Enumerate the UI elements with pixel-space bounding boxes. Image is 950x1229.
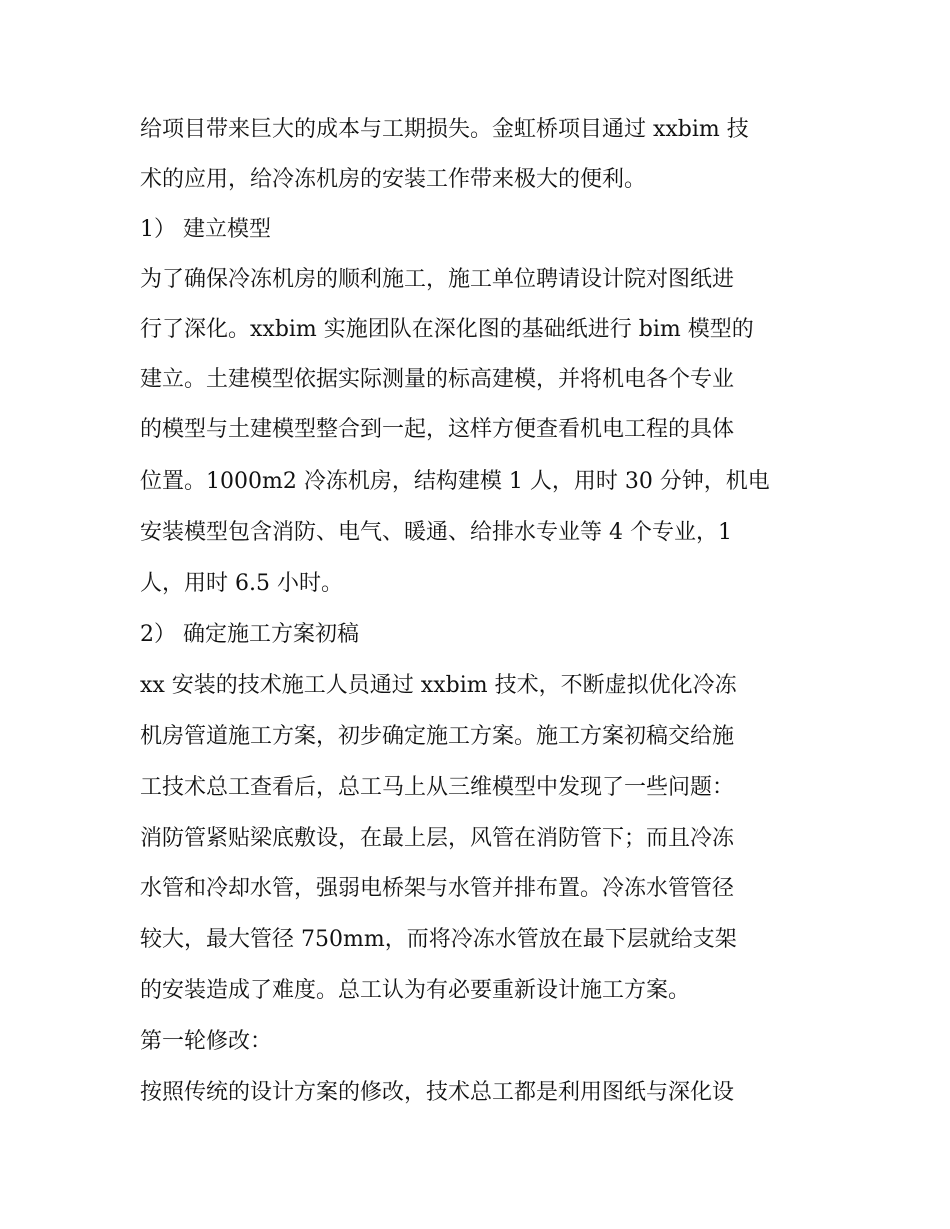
paragraph-line: 安装模型包含消防、电气、暖通、给排水专业等 4 个专业，1	[140, 520, 732, 545]
paragraph-line: 的模型与土建模型整合到一起，这样方便查看机电工程的具体	[140, 417, 735, 442]
paragraph-line: 机房管道施工方案，初步确定施工方案。施工方案初稿交给施	[140, 724, 735, 749]
section-heading-2: 2） 确定施工方案初稿	[140, 622, 359, 647]
paragraph-line: 消防管紧贴梁底敷设，在最上层，风管在消防管下；而且冷冻	[140, 826, 735, 851]
paragraph-line: 术的应用，给冷冻机房的安装工作带来极大的便利。	[140, 167, 647, 192]
paragraph-line: 工技术总工查看后，总工马上从三维模型中发现了一些问题：	[140, 775, 735, 800]
paragraph-line: 人，用时 6.5 小时。	[140, 571, 343, 596]
paragraph-line: 为了确保冷冻机房的顺利施工，施工单位聘请设计院对图纸进	[140, 267, 735, 292]
paragraph-line: 给项目带来巨大的成本与工期损失。金虹桥项目通过 xxbim 技	[140, 117, 749, 142]
section-heading-1: 1） 建立模型	[140, 217, 271, 242]
paragraph-line: 行了深化。xxbim 实施团队在深化图的基础纸进行 bim 模型的	[140, 317, 754, 342]
paragraph-line: 较大，最大管径 750mm，而将冷冻水管放在最下层就给支架	[140, 927, 737, 952]
paragraph-line: 按照传统的设计方案的修改，技术总工都是利用图纸与深化设	[140, 1080, 735, 1105]
paragraph-line: 建立。土建模型依据实际测量的标高建模，并将机电各个专业	[140, 367, 735, 392]
paragraph-line: 位置。1000m2 冷冻机房，结构建模 1 人，用时 30 分钟，机电	[140, 469, 770, 494]
paragraph-line: 水管和冷却水管，强弱电桥架与水管并排布置。冷冻水管管径	[140, 876, 735, 901]
subheading-first-revision: 第一轮修改：	[140, 1029, 273, 1054]
paragraph-line: 的安装造成了难度。总工认为有必要重新设计施工方案。	[140, 978, 691, 1003]
paragraph-line: xx 安装的技术施工人员通过 xxbim 技术，不断虚拟优化冷冻	[140, 673, 737, 698]
